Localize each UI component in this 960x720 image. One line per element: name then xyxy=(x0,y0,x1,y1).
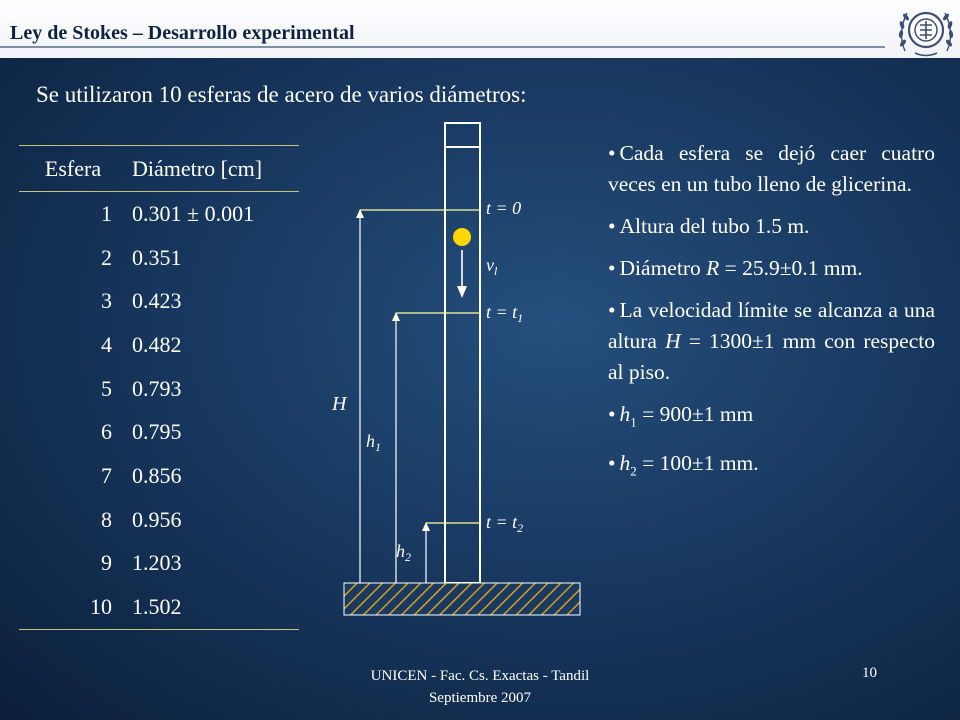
header-bar xyxy=(0,0,960,58)
column-header-diametro: Diámetro [cm] xyxy=(132,155,263,181)
table-row xyxy=(19,542,299,586)
table-cell-esfera: 5 xyxy=(101,375,112,401)
stokes-tube-diagram xyxy=(320,110,610,630)
bullet-text-velocity-suffix: = 1300±1 mm con respecto al piso. xyxy=(608,329,935,384)
table-cell-diametro: 1.203 xyxy=(132,550,182,576)
footer-institution: UNICEN - Fac. Cs. Exactas - Tandil xyxy=(370,668,590,684)
sphere-diameter-table xyxy=(19,145,299,630)
bullet-text-velocity-prefix: La velocidad límite se alcanza a una altura xyxy=(608,298,935,353)
university-seal-icon xyxy=(895,3,957,59)
label-h1: $h_1$ xyxy=(366,431,381,454)
bullet-var-h2: h xyxy=(619,451,631,476)
table-row xyxy=(19,498,299,542)
table-cell-esfera: 1 xyxy=(101,200,112,226)
label-h2: $h_2$ xyxy=(396,541,411,564)
velocity-arrow-head xyxy=(457,286,467,298)
bullet-item: • Diámetro R = 25.9±0.1 mm. xyxy=(608,256,863,280)
table-cell-esfera: 8 xyxy=(101,506,112,532)
bullet-item: • La velocidad límite se alcanza a una altura H = 1300±1 mm con respecto al piso. xyxy=(608,298,935,384)
table-cell-diametro: 0.482 xyxy=(132,331,182,357)
intro-text: Se utilizaron 10 esferas de acero de varios diámetros: xyxy=(36,82,527,107)
table-cell-esfera: 10 xyxy=(90,594,112,620)
label-H: H xyxy=(332,393,347,415)
table-row xyxy=(19,279,299,323)
table-cell-esfera: 4 xyxy=(101,331,112,357)
bullet-var-R: R xyxy=(706,256,720,280)
table-cell-esfera: 3 xyxy=(101,288,112,314)
slide-title: Ley de Stokes – Desarrollo experimental xyxy=(10,22,355,44)
header-rule xyxy=(0,46,885,48)
column-header-esfera: Esfera xyxy=(44,155,102,181)
bullet-text-h1: = 900±1 mm xyxy=(636,402,754,426)
steel-sphere xyxy=(453,228,471,246)
bullet-text-h2: = 100±1 mm. xyxy=(636,451,759,476)
table-header-row xyxy=(19,146,299,192)
label-vl: $v_l$ xyxy=(486,255,498,278)
bullet-var-H: H xyxy=(665,329,681,353)
table-cell-esfera: 2 xyxy=(101,244,112,270)
floor-hatch xyxy=(344,583,580,615)
table-cell-esfera: 9 xyxy=(101,550,112,576)
table-cell-diametro: 0.351 xyxy=(132,244,182,270)
bullet-item: • Altura del tubo 1.5 m. xyxy=(608,214,810,238)
table-cell-diametro: 0.856 xyxy=(132,462,182,488)
footer-date: Septiembre 2007 xyxy=(428,690,532,706)
page-number: 10 xyxy=(862,665,877,681)
table-cell-diametro: 0.793 xyxy=(132,375,182,401)
table-cell-esfera: 6 xyxy=(101,419,112,445)
footer xyxy=(250,665,710,709)
label-t2: $t = t_2$ xyxy=(486,512,524,535)
table-row xyxy=(19,454,299,498)
bullet-sub-1: 1 xyxy=(630,414,637,430)
label-t0: t = 0 xyxy=(486,198,522,218)
table-cell-diametro: 0.301 ± 0.001 xyxy=(132,200,255,226)
bullet-text-diameter-prefix: Diámetro xyxy=(619,256,707,280)
bullet-text-diameter-suffix: = 25.9±0.1 mm. xyxy=(719,256,863,280)
bullet-item: • $h_1 = 900\pm 1$ mm xyxy=(608,402,754,430)
table-row xyxy=(19,323,299,367)
label-t1: $t = t_1$ xyxy=(486,302,524,325)
bullet-item: • Cada esfera se dejó caer cuatro veces en un tubo lleno de glicerina. xyxy=(608,141,935,196)
table-cell-diametro: 0.956 xyxy=(132,506,182,532)
table-cell-diametro: 0.795 xyxy=(132,419,182,445)
bullet-item: • $h_2 = 100\pm 1$ mm. xyxy=(608,451,759,479)
table-cell-diametro: 0.423 xyxy=(132,288,182,314)
table-cell-esfera: 7 xyxy=(101,462,112,488)
bullet-text-tube: Cada esfera se dejó caer cuatro veces en un tubo lleno de glicerina. xyxy=(608,141,935,196)
bullet-sub-2: 2 xyxy=(630,463,637,479)
table-row xyxy=(19,410,299,454)
table-row xyxy=(19,192,299,236)
table-row xyxy=(19,585,299,629)
table-row xyxy=(19,367,299,411)
table-cell-diametro: 1.502 xyxy=(132,594,182,620)
glycerin-tube xyxy=(445,123,480,583)
bullet-text-height: Altura del tubo 1.5 m. xyxy=(619,214,810,238)
table-row xyxy=(19,236,299,280)
bullet-var-h1: h xyxy=(619,402,631,426)
experiment-notes-list xyxy=(608,138,935,498)
